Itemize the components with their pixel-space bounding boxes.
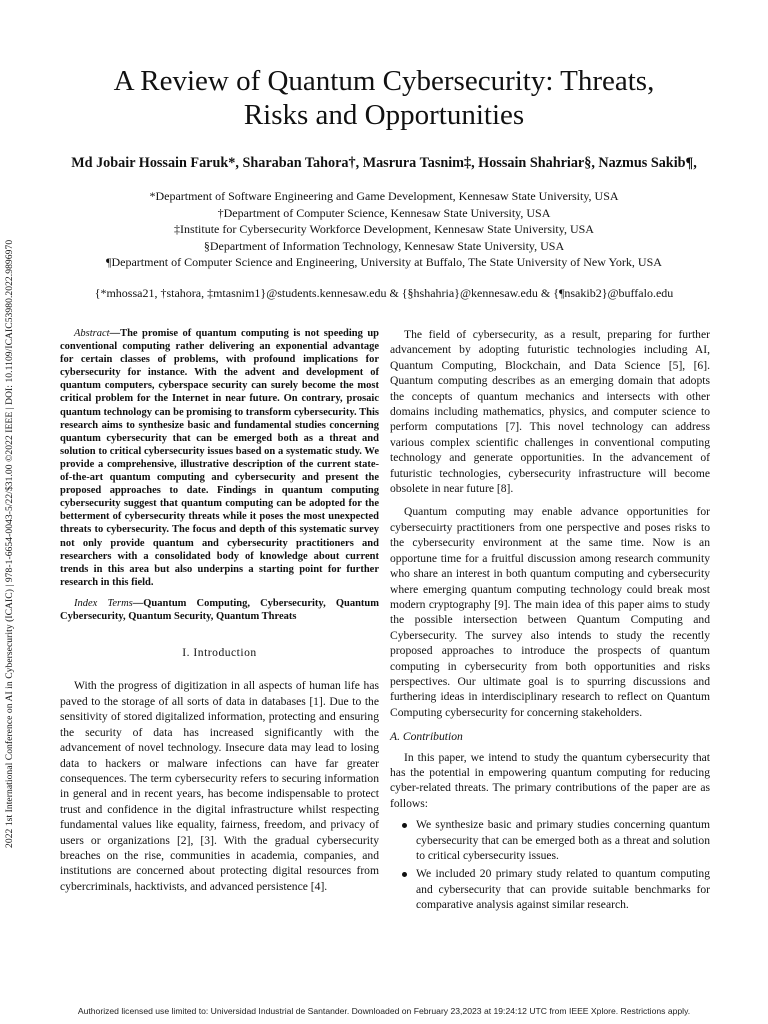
intro-paragraph-2: The field of cybersecurity, as a result, preparing for further advancement by adopting futuristic technologies including AI, Quantum Computing, Blockchain, and Data Science [5], [6]. Quantum computing describes as an emerging domain that adopts the concepts of quantum mechanics and intersects with other domains including mathematics, physics, and computer science to perform computations [7]. This novel technology can address various complex scientific challenges in conventional computing technology and generate opportunities. In the advancement of futuristic technologies, cybersecurity infrastructure will become obsolete in near future [8]. — [390, 328, 710, 496]
list-item-text: We included 20 primary study related to quantum computing and cybersecurity that can provide suitable benchmarks for comparative analysis against similar research. — [416, 867, 710, 912]
license-footer: Authorized licensed use limited to: Universidad Industrial de Santander. Downloaded on February 23,2023 at 19:24:12 UTC from IEEE Xplore. Restrictions apply. — [77, 1006, 691, 1016]
doi-side-note-text: 2022 1st International Conference on AI in Cybersecurity (ICAIC) | 978-1-6654-0043-5/22/$31.00 ©2022 IEEE | DOI: 10.1109/ICAIC53980.2022.9896970 — [4, 239, 15, 848]
contribution-list — [390, 817, 710, 912]
affiliation-3: ‡Institute for Cybersecurity Workforce Development, Kennesaw State University, USA — [174, 222, 594, 237]
list-item-text: We synthesize basic and primary studies concerning quantum cybersecurity that can be emerged both as a threat and solution to critical cybersecurity issues. — [416, 818, 710, 862]
title-line-1: A Review of Quantum Cybersecurity: Threats, — [113, 65, 655, 97]
author-list: Md Jobair Hossain Faruk*, Sharaban Tahora†, Masrura Tasnim‡, Hossain Shahriar§, Nazmus Sakib¶, — [71, 155, 697, 171]
affiliation-2: †Department of Computer Science, Kennesaw State University, USA — [217, 205, 551, 220]
right-column — [390, 327, 710, 916]
author-emails: {*mhossa21, †stahora, ‡mtasnim1}@students.kennesaw.edu & {§hshahria}@kennesaw.edu & {¶nsakib2}@buffalo.edu — [94, 286, 674, 300]
bullet-icon — [402, 823, 407, 828]
index-terms-text: —Quantum Computing, Cybersecurity, Quantum Cybersecurity, Quantum Security, Quantum Threats — [60, 597, 380, 622]
index-terms-lead: Index Terms — [74, 597, 133, 609]
doi-side-note — [4, 0, 18, 1024]
affiliations — [40, 188, 728, 271]
bullet-icon — [402, 872, 407, 877]
abstract-text: —The promise of quantum computing is not speeding up conventional computing rather delivering an exponential advantage for certain classes of problems, with profound implications for cybersecurity for instance. With the advent and development of quantum computers, cyberspace security can surely become the most critical problem for the Internet in near future. On contrary, prosaic quantum technology can be promising to transform cybersecurity. This research aims to synthesize basic and fundamental studies concerning quantum cybersecurity that can be emerged both as a threat and solution to critical cybersecurity issues based on a systematic study. We provide a comprehensive, illustrative description of the current state-of-the-art quantum computing and cybersecurity and present the proposed approaches to date. Findings in quantum computing cybersecurity suggest that quantum computing can be adopted for the betterment of cybersecurity threats while it poses the most unexpected threats to cybersecurity. The focus and depth of this systematic survey not only provide quantum and cybersecurity practitioners and researchers with a consolidated body of knowledge about current trends in this area but also underpins a starting point for further research in this field. — [60, 328, 379, 588]
paper-title — [40, 64, 728, 132]
list-item — [416, 866, 710, 912]
affiliation-5: ¶Department of Computer Science and Engineering, University at Buffalo, The State University of New York, USA — [106, 255, 662, 270]
abstract-lead: Abstract — [74, 328, 110, 339]
abstract — [60, 327, 379, 589]
left-column — [60, 327, 379, 894]
intro-paragraph-1: With the progress of digitization in all aspects of human life has paved to the storage of all sorts of data in databases [1]. Due to the sensitivity of stored digitalized information, protecting and ensuring the security of data has increased significantly with the advancement of novel technology. Insecure data may lead to losing data to hackers or malware infections can have far greater consequences. The term cybersecurity refers to securing information in general and in recent years, has become indispensable to protect trust and confidence in the digital infrastructure whilst respecting fundamental values like equality, fairness, freedom, and privacy of users or organizations [2], [3]. With the gradual cybersecurity breaches on the rise, communities in academia, companies, and institutions are concerned about protecting digital resources from cybercriminals, hacktivists, and advanced persistence [4]. — [60, 679, 379, 893]
affiliation-1: *Department of Software Engineering and Game Development, Kennesaw State University, USA — [149, 189, 619, 203]
subsection-heading-contribution: A. Contribution — [390, 730, 463, 744]
intro-paragraph-3: Quantum computing may enable advance opportunities for cybersecuirty practitioners from one perspective and poses risks to the cybersecurity environment at the same time. Now is an opportune time for a fruitful discussion among research community who share an interest in both quantum computing and cybersecurity where emerging quantum computing technology could break most modern cryptography [9]. The main idea of this paper aims to study the possible intersection between Quantum Computing and Cybersecurity. The survey also intends to study the recently proposed approaches to introduce the prospects of quantum computing in cybersecurity from both opportunities and risks perspectives. Our ultimate goal is to spurring discussions and furthering ideas in interdisciplinary research to reflect on Quantum Computing cybersecurity for concerning stakeholders. — [390, 505, 710, 719]
section-heading-introduction: I. Introduction — [182, 646, 257, 660]
title-line-2: Risks and Opportunities — [243, 99, 525, 131]
affiliation-4: §Department of Information Technology, Kennesaw State University, USA — [203, 238, 565, 253]
list-item — [416, 817, 710, 863]
index-terms — [60, 597, 379, 623]
contribution-paragraph: In this paper, we intend to study the quantum cybersecurity that has the potential in empowering quantum computing for reducing cyber-related threats. The primary contributions of the paper are as follows: — [390, 750, 710, 810]
